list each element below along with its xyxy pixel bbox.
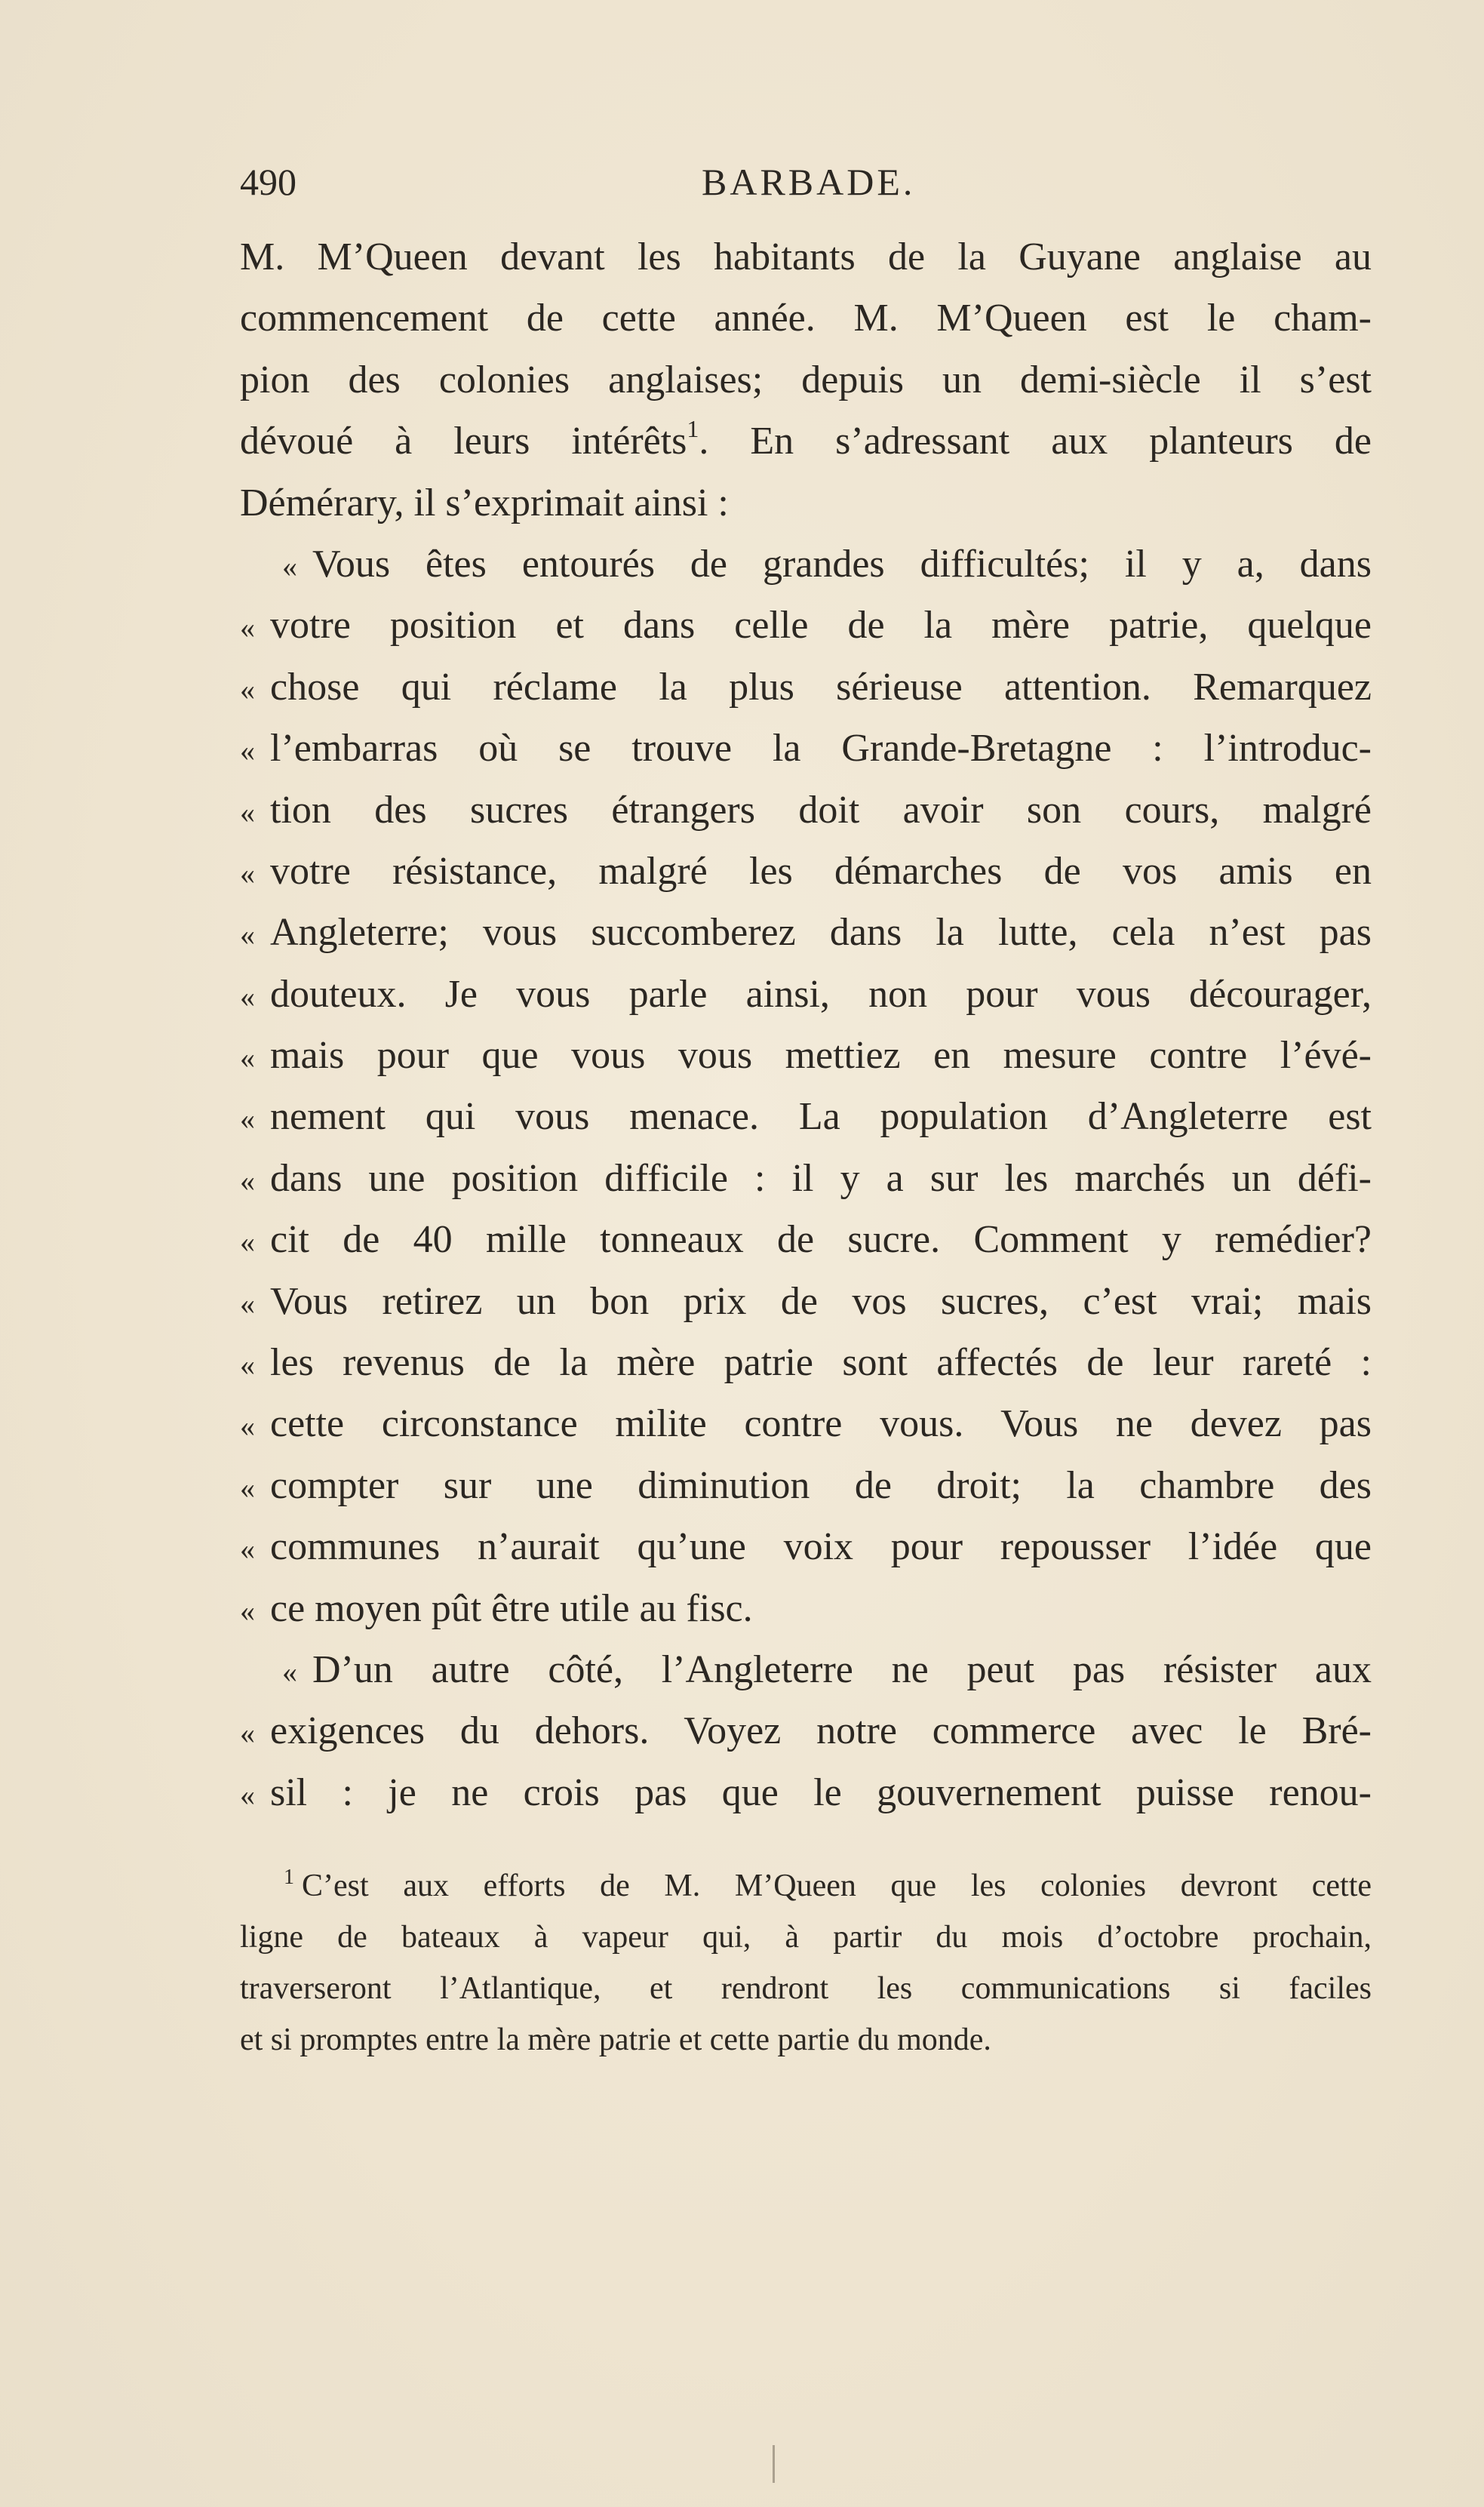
text-line: pion des colonies anglaises; depuis un demi-siècle il s’est — [240, 358, 1372, 401]
quote-mark: « — [240, 1163, 255, 1198]
quoted-line: « Angleterre; vous succomberez dans la lutte, cela n’est pas — [240, 902, 1372, 963]
quoted-line: « les revenus de la mère patrie sont affectés de leur rareté : — [240, 1332, 1372, 1393]
quoted-line: « D’un autre côté, l’Angleterre ne peut pas résister aux — [240, 1639, 1372, 1700]
quoted-line: « communes n’aurait qu’une voix pour repousser l’idée que — [240, 1516, 1372, 1577]
quoted-line: « ce moyen pût être utile au fisc. — [240, 1578, 1372, 1639]
quoted-line: « Vous êtes entourés de grandes difficultés; il y a, dans — [240, 534, 1372, 595]
quote-mark: « — [240, 1041, 255, 1075]
quote-mark: « — [240, 1102, 255, 1137]
text-line: Démérary, il s’exprimait ainsi : — [240, 481, 729, 524]
quote-mark: « — [240, 672, 255, 706]
quote-mark: « — [240, 1777, 255, 1812]
quoted-line: « l’embarras où se trouve la Grande-Bretagne : l’introduc- — [240, 718, 1372, 779]
quote-mark: « — [240, 1532, 255, 1567]
quote-mark: « — [240, 1409, 255, 1444]
quoted-line: « sil : je ne crois pas que le gouvernement puisse renou- — [240, 1762, 1372, 1823]
quote-mark: « — [240, 795, 255, 829]
quote-mark: « — [240, 611, 255, 645]
quoted-line: « compter sur une diminution de droit; la chambre des — [240, 1455, 1372, 1516]
text-line: commencement de cette année. M. M’Queen est le cham- — [240, 297, 1372, 340]
quoted-line: « chose qui réclame la plus sérieuse attention. Remarquez — [240, 657, 1372, 718]
quote-mark: « — [240, 979, 255, 1014]
text-line: dévoué à leurs intérêts$^1$. En s’adressant aux planteurs de — [240, 415, 1372, 463]
quote-mark: « — [282, 1654, 297, 1689]
text-line: M. M’Queen devant les habitants de la Guyane anglaise au — [240, 235, 1372, 278]
main-text — [240, 226, 1372, 1823]
quoted-line: « dans une position difficile : il y a sur les marchés un défi- — [240, 1148, 1372, 1209]
quote-mark: « — [240, 1716, 255, 1751]
page-number: 490 — [240, 161, 296, 203]
quote-mark: « — [240, 1348, 255, 1383]
footnote-line: et si promptes entre la mère patrie et cette partie du monde. — [240, 2023, 991, 2057]
quote-mark: « — [240, 734, 255, 768]
binding-mark — [773, 2445, 775, 2483]
quoted-line: « douteux. Je vous parle ainsi, non pour vous décourager, — [240, 964, 1372, 1025]
quote-mark: « — [240, 1593, 255, 1628]
quoted-line: « votre résistance, malgré les démarches de vos amis en — [240, 841, 1372, 902]
quote-mark: « — [240, 1470, 255, 1505]
quoted-line: « votre position et dans celle de la mère patrie, quelque — [240, 595, 1372, 656]
footnote-mark: 1 — [284, 1866, 294, 1889]
quoted-line: « Vous retirez un bon prix de vos sucres, c’est vrai; mais — [240, 1271, 1372, 1332]
quoted-line: « cette circonstance milite contre vous. Vous ne devez pas — [240, 1393, 1372, 1454]
quote-mark: « — [240, 1286, 255, 1321]
quote-mark: « — [282, 549, 297, 583]
quoted-line: « tion des sucres étrangers doit avoir son cours, malgré — [240, 780, 1372, 841]
quote-mark: « — [240, 856, 255, 891]
quoted-line: « mais pour que vous vous mettiez en mesure contre l’évé- — [240, 1025, 1372, 1086]
quoted-line: « cit de 40 mille tonneaux de sucre. Comment y remédier? — [240, 1209, 1372, 1270]
quote-mark: « — [240, 918, 255, 952]
quoted-line: « nement qui vous menace. La population d’Angleterre est — [240, 1086, 1372, 1147]
quoted-line: « exigences du dehors. Voyez notre commerce avec le Bré- — [240, 1700, 1372, 1761]
footnote-reference: 1 — [687, 415, 699, 443]
footnote — [240, 1860, 1372, 2066]
footnote-line: $^1$ C’est aux efforts de M. M’Queen que les colonies devront cette — [284, 1866, 1372, 1903]
running-head: BARBADE. — [702, 161, 916, 203]
page-header — [240, 160, 1372, 213]
quote-mark: « — [240, 1225, 255, 1260]
footnote-line: ligne de bateaux à vapeur qui, à partir du mois d’octobre prochain, — [240, 1920, 1372, 1955]
footnote-line: traverseront l’Atlantique, et rendront les communications si faciles — [240, 1971, 1372, 2006]
